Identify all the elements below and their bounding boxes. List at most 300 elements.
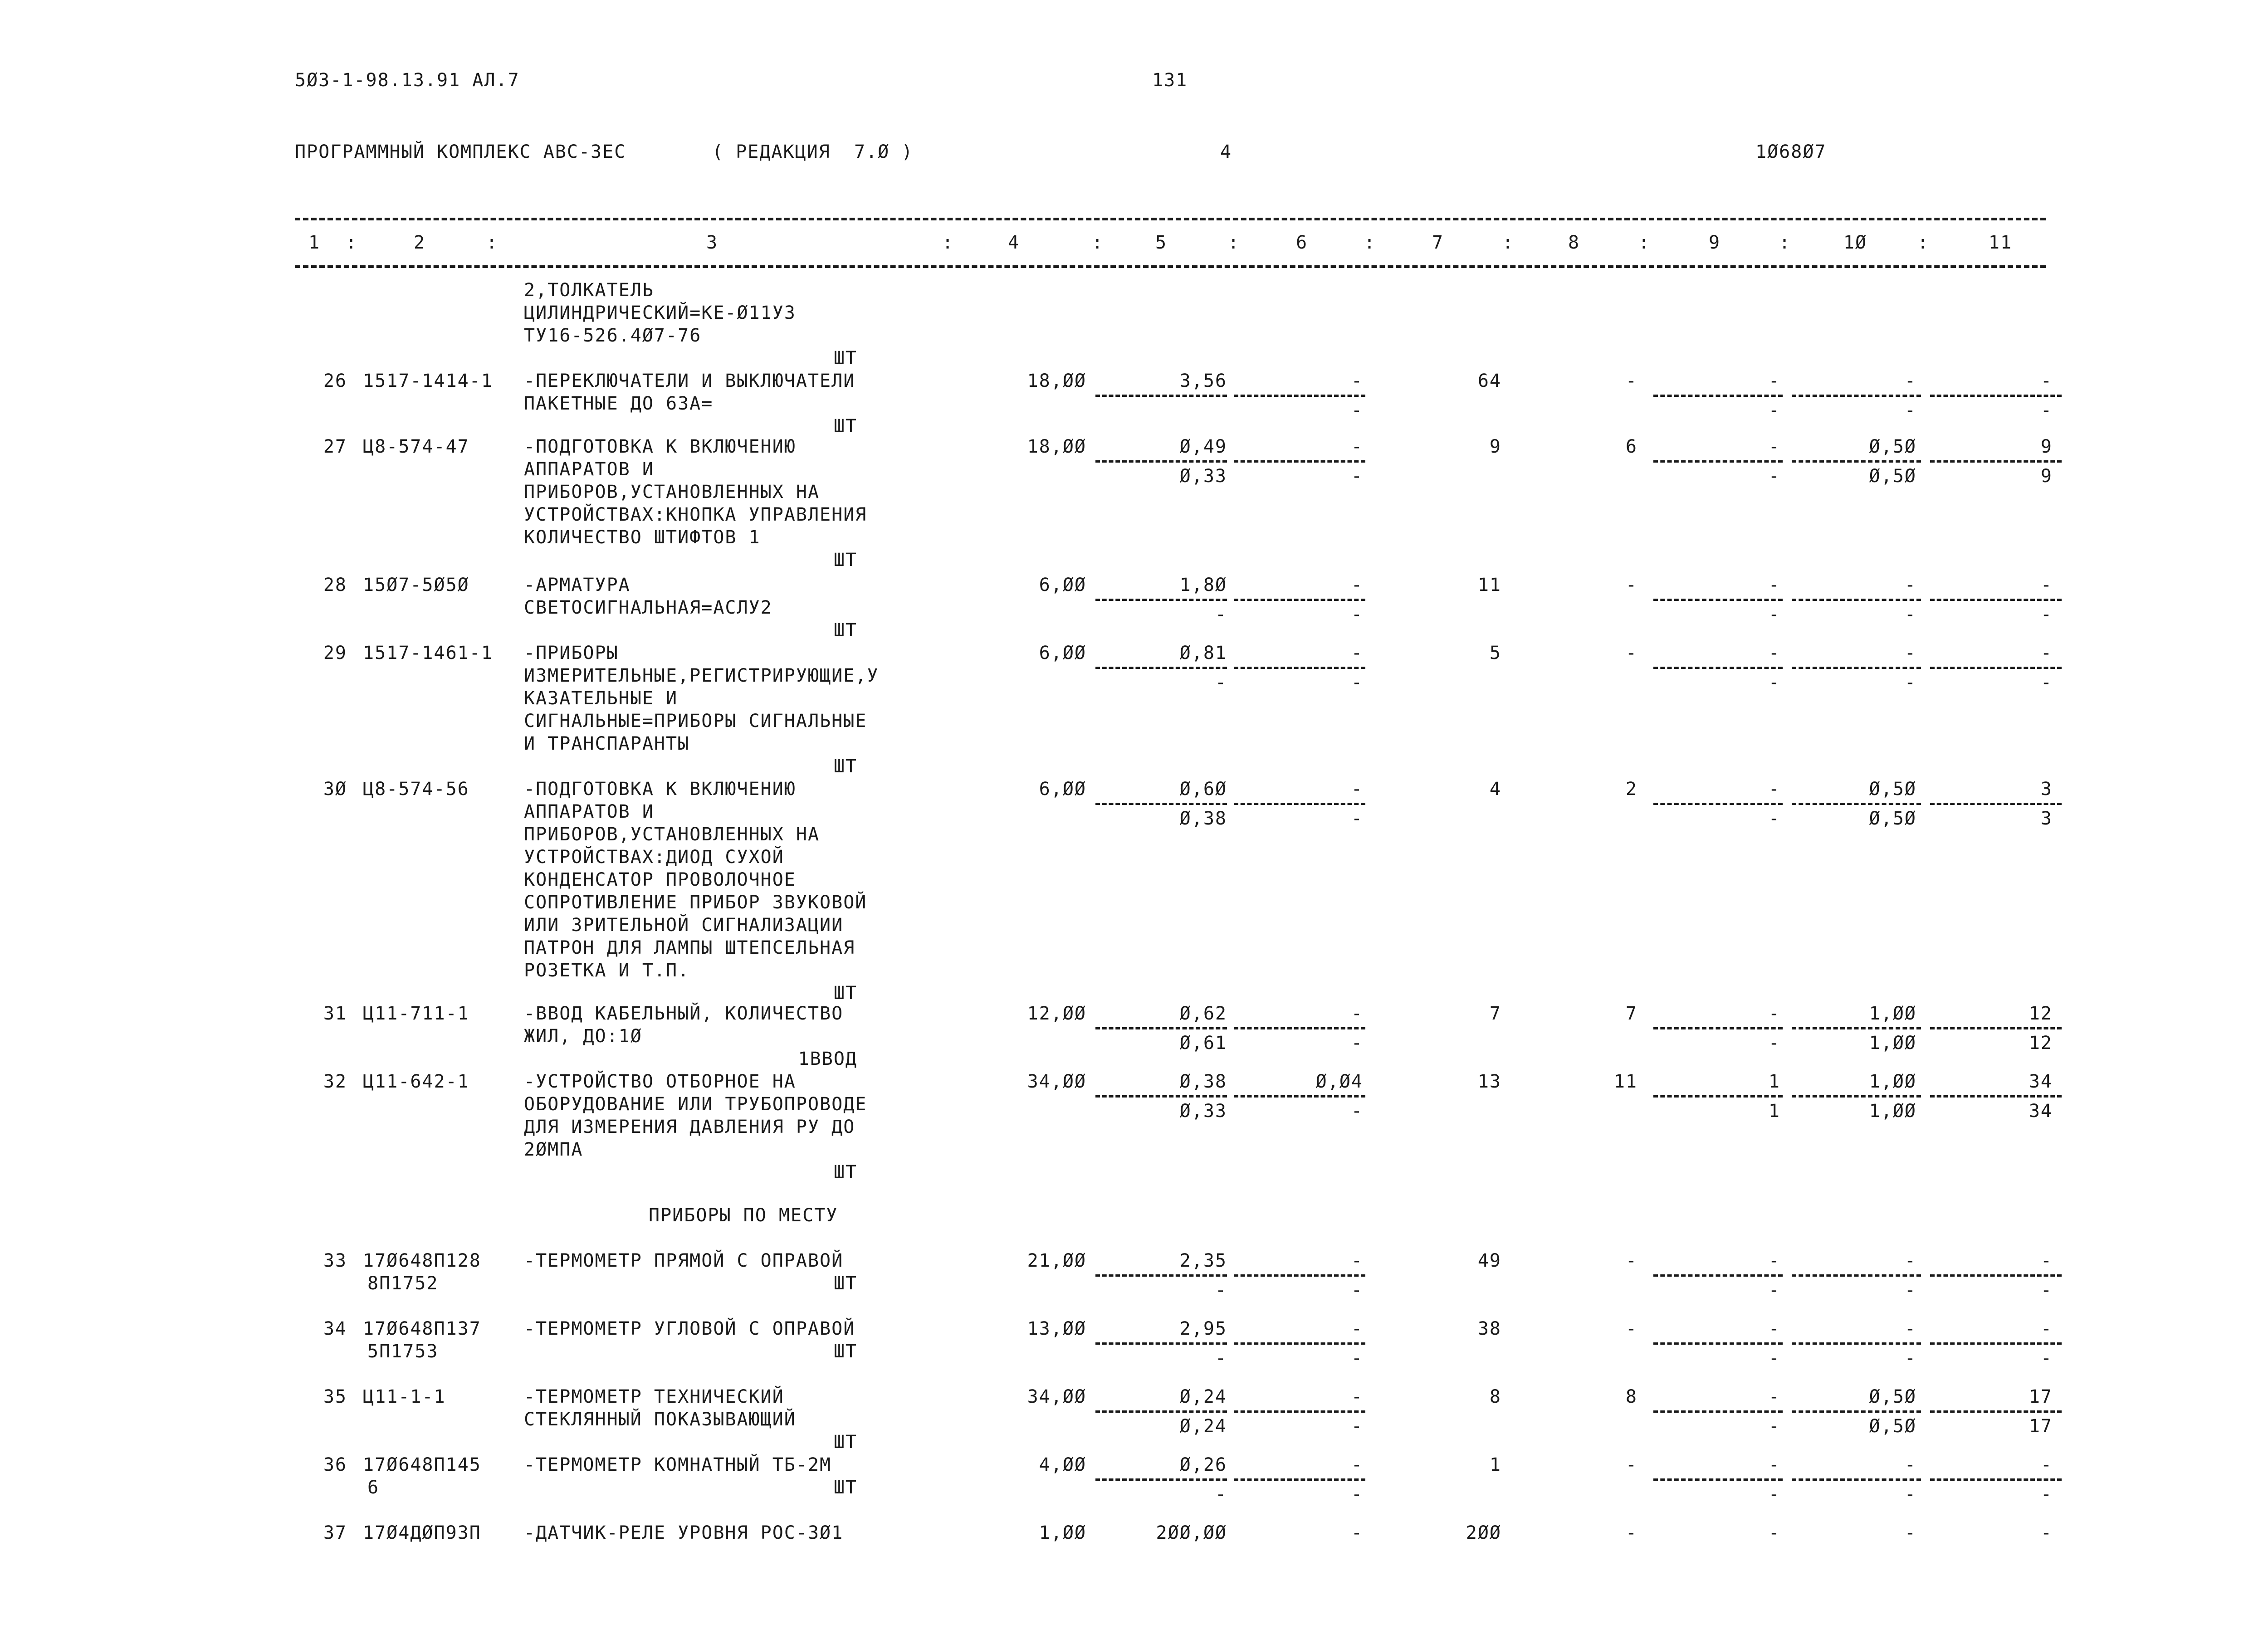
column-header-7: 7 (1432, 232, 1444, 253)
row-c9-lower: - (1768, 1280, 1780, 1301)
row-c7: 7 (1489, 1003, 1501, 1024)
program-name: ПРОГРАММНЫЙ КОМПЛЕКС АВС-3ЕС (295, 141, 626, 162)
row-c8: 7 (1625, 1003, 1637, 1024)
value-divider (1234, 1274, 1365, 1277)
column-header-2: 2 (413, 232, 426, 253)
row-c11-lower: - (2040, 604, 2053, 625)
value-divider (1095, 1095, 1227, 1098)
row-description-line: ИЗМЕРИТЕЛЬНЫЕ,РЕГИСТРИРУЮЩИЕ,У (524, 665, 879, 686)
row-description-line: ТУ16-526.4Ø7-76 (524, 325, 702, 346)
row-c10-lower: - (1904, 672, 1916, 693)
row-c9: 1 (1768, 1071, 1780, 1092)
value-divider (1930, 599, 2062, 601)
value-divider (1095, 395, 1227, 397)
row-number: 26 (323, 371, 347, 391)
value-divider (1930, 1274, 2062, 1277)
row-description-line: -ТЕРМОМЕТР ПРЯМОЙ С ОПРАВОЙ (524, 1250, 844, 1271)
row-c8: - (1625, 1318, 1637, 1339)
row-c10-lower: - (1904, 1280, 1916, 1301)
row-c9: - (1768, 1454, 1780, 1475)
row-number: 35 (323, 1386, 347, 1407)
value-divider (1792, 1274, 1921, 1277)
row-description-line: УСТРОЙСТВАХ:ДИОД СУХОЙ (524, 847, 784, 868)
row-c7: 9 (1489, 436, 1501, 457)
row-code: Ц11-711-1 (363, 1003, 469, 1024)
row-code-continuation: 6 (367, 1477, 380, 1498)
row-c5-lower: Ø,33 (1179, 1101, 1227, 1122)
row-c7: 11 (1477, 575, 1501, 595)
column-separator: : (1917, 232, 1930, 253)
row-unit: ШТ (833, 416, 857, 437)
value-divider (1930, 460, 2062, 463)
row-c9-lower: - (1768, 1033, 1780, 1054)
row-c5-lower: - (1215, 604, 1227, 625)
value-divider (1653, 460, 1783, 463)
row-c4: 34,ØØ (1027, 1071, 1086, 1092)
row-c9-lower: - (1768, 604, 1780, 625)
row-c6-lower: - (1351, 672, 1363, 693)
row-c9: - (1768, 1522, 1780, 1543)
column-header-9: 9 (1708, 232, 1721, 253)
doc-code: 5Ø3-1-98.13.91 АЛ.7 (295, 70, 520, 91)
row-unit: ШТ (833, 348, 857, 369)
value-divider (1930, 395, 2062, 397)
table-top-rule (295, 218, 2046, 220)
row-c10-lower: Ø,5Ø (1869, 808, 1916, 829)
row-c11: - (2040, 1318, 2053, 1339)
value-divider (1095, 599, 1227, 601)
row-c5: Ø,6Ø (1179, 779, 1227, 800)
value-divider (1792, 1478, 1921, 1481)
value-divider (1653, 395, 1783, 397)
value-divider (1234, 395, 1365, 397)
column-separator: : (1091, 232, 1104, 253)
row-description-line: КАЗАТЕЛЬНЫЕ И (524, 688, 678, 709)
row-c4: 34,ØØ (1027, 1386, 1086, 1407)
value-divider (1653, 1410, 1783, 1413)
row-c5-lower: Ø,61 (1179, 1033, 1227, 1054)
row-c10: - (1904, 1250, 1916, 1271)
column-header-10: 1Ø (1843, 232, 1867, 253)
row-description-line: ЦИЛИНДРИЧЕСКИЙ=КЕ-Ø11У3 (524, 302, 796, 323)
row-number: 27 (323, 436, 347, 457)
row-c11: - (2040, 1454, 2053, 1475)
row-c8: - (1625, 1454, 1637, 1475)
row-unit: 1ВВОД (798, 1049, 857, 1069)
row-c6-lower: - (1351, 1484, 1363, 1505)
row-c11-lower: - (2040, 1484, 2053, 1505)
row-c11-lower: 17 (2028, 1416, 2053, 1437)
value-divider (1234, 1027, 1365, 1029)
row-number: 36 (323, 1454, 347, 1475)
row-description-line: ПРИБОРОВ,УСТАНОВЛЕННЫХ НА (524, 482, 820, 502)
value-divider (1792, 1095, 1921, 1098)
row-code-continuation: 5П1753 (367, 1341, 439, 1362)
row-description-line: И ТРАНСПАРАНТЫ (524, 733, 690, 754)
row-c7: 2ØØ (1466, 1522, 1501, 1543)
row-c9: - (1768, 643, 1780, 663)
row-c11-lower: 9 (2040, 466, 2053, 487)
row-c8: - (1625, 575, 1637, 595)
row-c7: 38 (1477, 1318, 1501, 1339)
value-divider (1930, 1342, 2062, 1345)
row-description-line: ОБОРУДОВАНИЕ ИЛИ ТРУБОПРОВОДЕ (524, 1094, 867, 1115)
row-c6: - (1351, 1003, 1363, 1024)
row-c11: - (2040, 1250, 2053, 1271)
row-code: 1517-1461-1 (363, 643, 493, 663)
row-description-line: СОПРОТИВЛЕНИЕ ПРИБОР ЗВУКОВОЙ (524, 892, 867, 913)
program-edition: ( РЕДАКЦИЯ 7.Ø ) (712, 141, 914, 162)
row-c4: 18,ØØ (1027, 371, 1086, 391)
value-divider (1095, 1274, 1227, 1277)
value-divider (1653, 1274, 1783, 1277)
row-c6-lower: - (1351, 1033, 1363, 1054)
row-c11: 3 (2040, 779, 2053, 800)
row-c6: - (1351, 643, 1363, 663)
row-c5: 1,8Ø (1179, 575, 1227, 595)
row-c5-lower: Ø,24 (1179, 1416, 1227, 1437)
row-c10-lower: 1,ØØ (1869, 1101, 1916, 1122)
row-description-line: СИГНАЛЬНЫЕ=ПРИБОРЫ СИГНАЛЬНЫЕ (524, 711, 867, 732)
row-description-line: АППАРАТОВ И (524, 459, 654, 480)
row-unit: ШТ (833, 983, 857, 1004)
row-c10-lower: - (1904, 1484, 1916, 1505)
row-c4: 21,ØØ (1027, 1250, 1086, 1271)
row-c6: - (1351, 371, 1363, 391)
row-c11: 34 (2028, 1071, 2053, 1092)
row-code: Ц11-1-1 (363, 1386, 446, 1407)
value-divider (1653, 1027, 1783, 1029)
row-code: Ц11-642-1 (363, 1071, 469, 1092)
row-c4: 6,ØØ (1039, 643, 1086, 663)
row-c7: 49 (1477, 1250, 1501, 1271)
column-header-8: 8 (1568, 232, 1580, 253)
value-divider (1792, 1027, 1921, 1029)
row-c10: Ø,5Ø (1869, 436, 1916, 457)
row-description-line: -ВВОД КАБЕЛЬНЫЙ, КОЛИЧЕСТВО (524, 1003, 844, 1024)
row-c11-lower: - (2040, 672, 2053, 693)
value-divider (1930, 1095, 2062, 1098)
row-c8: 8 (1625, 1386, 1637, 1407)
row-code: Ц8-574-56 (363, 779, 469, 800)
row-c9: - (1768, 1318, 1780, 1339)
row-c6: - (1351, 436, 1363, 457)
row-c9-lower: - (1768, 400, 1780, 421)
row-c5: Ø,24 (1179, 1386, 1227, 1407)
row-c11: 12 (2028, 1003, 2053, 1024)
row-unit: ШТ (833, 1477, 857, 1498)
row-description-line: КОЛИЧЕСТВО ШТИФТОВ 1 (524, 527, 761, 548)
row-c9-lower: - (1768, 672, 1780, 693)
row-c9: - (1768, 1250, 1780, 1271)
row-c10: Ø,5Ø (1869, 1386, 1916, 1407)
row-c5: Ø,62 (1179, 1003, 1227, 1024)
row-c8: - (1625, 1522, 1637, 1543)
row-unit: ШТ (833, 1432, 857, 1453)
row-c8: 6 (1625, 436, 1637, 457)
row-description-line: -ДАТЧИК-РЕЛЕ УРОВНЯ РОС-3Ø1 (524, 1522, 844, 1543)
value-divider (1792, 1342, 1921, 1345)
row-description-line: ДЛЯ ИЗМЕРЕНИЯ ДАВЛЕНИЯ РУ ДО (524, 1117, 855, 1137)
row-c10: - (1904, 1522, 1916, 1543)
value-divider (1792, 599, 1921, 601)
row-c9: - (1768, 371, 1780, 391)
row-c4: 6,ØØ (1039, 575, 1086, 595)
row-c11-lower: 12 (2028, 1033, 2053, 1054)
row-c6-lower: - (1351, 1280, 1363, 1301)
row-c8: - (1625, 643, 1637, 663)
row-c8: 2 (1625, 779, 1637, 800)
sheet-number: 4 (1220, 141, 1232, 162)
row-c9-lower: - (1768, 1484, 1780, 1505)
row-c9: - (1768, 436, 1780, 457)
row-description-line: -ТЕРМОМЕТР УГЛОВОЙ С ОПРАВОЙ (524, 1318, 855, 1339)
row-c7: 13 (1477, 1071, 1501, 1092)
page-number: 131 (1152, 70, 1188, 91)
column-separator: : (1638, 232, 1651, 253)
row-c11: 17 (2028, 1386, 2053, 1407)
value-divider (1930, 1478, 2062, 1481)
row-description-line: ПАТРОН ДЛЯ ЛАМПЫ ШТЕПСЕЛЬНАЯ (524, 937, 855, 958)
row-description-line: -ТЕРМОМЕТР ТЕХНИЧЕСКИЙ (524, 1386, 784, 1407)
row-c4: 18,ØØ (1027, 436, 1086, 457)
value-divider (1930, 1027, 2062, 1029)
row-description-line: ЖИЛ, ДО:1Ø (524, 1026, 642, 1047)
row-code: 17Ø4ДØП93П (363, 1522, 481, 1543)
column-separator: : (486, 232, 499, 253)
row-c7: 5 (1489, 643, 1501, 663)
row-c9: - (1768, 1386, 1780, 1407)
row-c10: 1,ØØ (1869, 1071, 1916, 1092)
row-c6: - (1351, 1318, 1363, 1339)
row-c10-lower: - (1904, 1348, 1916, 1369)
value-divider (1234, 803, 1365, 805)
value-divider (1234, 1478, 1365, 1481)
row-description-line: РОЗЕТКА И Т.П. (524, 960, 690, 981)
row-c8: 11 (1613, 1071, 1637, 1092)
value-divider (1653, 599, 1783, 601)
row-c10-lower: Ø,5Ø (1869, 466, 1916, 487)
column-separator: : (1502, 232, 1515, 253)
row-code: 17Ø648П145 (363, 1454, 481, 1475)
row-c11-lower: - (2040, 1348, 2053, 1369)
row-c9: - (1768, 779, 1780, 800)
row-c9-lower: - (1768, 466, 1780, 487)
row-number: 33 (323, 1250, 347, 1271)
row-c7: 64 (1477, 371, 1501, 391)
row-c5: Ø,26 (1179, 1454, 1227, 1475)
row-number: 28 (323, 575, 347, 595)
row-description-line: КОНДЕНСАТОР ПРОВОЛОЧНОЕ (524, 869, 796, 890)
row-code: 17Ø648П128 (363, 1250, 481, 1271)
row-description-line: -ПЕРЕКЛЮЧАТЕЛИ И ВЫКЛЮЧАТЕЛИ (524, 371, 855, 391)
value-divider (1653, 803, 1783, 805)
column-header-6: 6 (1295, 232, 1308, 253)
row-c7: 1 (1489, 1454, 1501, 1475)
row-c6-lower: - (1351, 1101, 1363, 1122)
row-code: 17Ø648П137 (363, 1318, 481, 1339)
row-unit: ШТ (833, 1162, 857, 1183)
table-header-rule (295, 265, 2046, 268)
row-description-line: 2ØМПА (524, 1139, 583, 1160)
row-unit: ШТ (833, 550, 857, 571)
row-c5: Ø,81 (1179, 643, 1227, 663)
value-divider (1930, 667, 2062, 669)
row-c10-lower: - (1904, 400, 1916, 421)
value-divider (1792, 803, 1921, 805)
row-number: 31 (323, 1003, 347, 1024)
row-c7: 8 (1489, 1386, 1501, 1407)
row-c10-lower: 1,ØØ (1869, 1033, 1916, 1054)
row-c9-lower: - (1768, 1348, 1780, 1369)
row-description-line: -УСТРОЙСТВО ОТБОРНОЕ НА (524, 1071, 796, 1092)
row-c6-lower: - (1351, 604, 1363, 625)
row-code: 1517-1414-1 (363, 371, 493, 391)
row-c5: 3,56 (1179, 371, 1227, 391)
column-separator: : (1364, 232, 1376, 253)
value-divider (1234, 1410, 1365, 1413)
row-c6: - (1351, 1386, 1363, 1407)
row-c5-lower: Ø,33 (1179, 466, 1227, 487)
value-divider (1234, 667, 1365, 669)
row-unit: ШТ (833, 1341, 857, 1362)
row-c11-lower: - (2040, 400, 2053, 421)
row-c11: - (2040, 643, 2053, 663)
row-c4: 12,ØØ (1027, 1003, 1086, 1024)
value-divider (1792, 460, 1921, 463)
row-c5-lower: - (1215, 672, 1227, 693)
column-header-3: 3 (706, 232, 719, 253)
value-divider (1653, 1342, 1783, 1345)
row-description-line: -ПРИБОРЫ (524, 643, 619, 663)
row-description-line: ИЛИ ЗРИТЕЛЬНОЙ СИГНАЛИЗАЦИИ (524, 915, 844, 936)
row-c10: - (1904, 1454, 1916, 1475)
row-description-line: ПРИБОРОВ,УСТАНОВЛЕННЫХ НА (524, 824, 820, 845)
document-id: 1Ø68Ø7 (1755, 141, 1827, 162)
row-c4: 1,ØØ (1039, 1522, 1086, 1543)
row-c11: - (2040, 1522, 2053, 1543)
row-description-line: -ПОДГОТОВКА К ВКЛЮЧЕНИЮ (524, 779, 796, 800)
value-divider (1234, 460, 1365, 463)
row-c6-lower: - (1351, 400, 1363, 421)
value-divider (1653, 667, 1783, 669)
value-divider (1234, 599, 1365, 601)
column-header-4: 4 (1007, 232, 1020, 253)
value-divider (1095, 1027, 1227, 1029)
value-divider (1095, 1478, 1227, 1481)
row-c10: - (1904, 575, 1916, 595)
row-number: 37 (323, 1522, 347, 1543)
row-c4: 4,ØØ (1039, 1454, 1086, 1475)
row-description-line: 2,ТОЛКАТЕЛЬ (524, 280, 654, 301)
row-c5: 2ØØ,ØØ (1156, 1522, 1227, 1543)
row-c9: - (1768, 575, 1780, 595)
section-title: ПРИБОРЫ ПО МЕСТУ (649, 1205, 838, 1226)
value-divider (1930, 803, 2062, 805)
value-divider (1095, 460, 1227, 463)
row-c11-lower: 34 (2028, 1101, 2053, 1122)
row-c4: 6,ØØ (1039, 779, 1086, 800)
row-c5-lower: Ø,38 (1179, 808, 1227, 829)
row-c10: - (1904, 371, 1916, 391)
value-divider (1653, 1478, 1783, 1481)
column-header-1: 1 (308, 232, 321, 253)
row-c7: 4 (1489, 779, 1501, 800)
row-c5-lower: - (1215, 1484, 1227, 1505)
row-number: 32 (323, 1071, 347, 1092)
row-c5-lower: - (1215, 1280, 1227, 1301)
value-divider (1792, 1410, 1921, 1413)
row-c4: 13,ØØ (1027, 1318, 1086, 1339)
row-number: 34 (323, 1318, 347, 1339)
row-description-line: ПАКЕТНЫЕ ДО 63А= (524, 393, 714, 414)
value-divider (1234, 1342, 1365, 1345)
row-c10-lower: Ø,5Ø (1869, 1416, 1916, 1437)
value-divider (1792, 395, 1921, 397)
row-c10-lower: - (1904, 604, 1916, 625)
row-code: Ц8-574-47 (363, 436, 469, 457)
row-c10: 1,ØØ (1869, 1003, 1916, 1024)
row-code-continuation: 8П1752 (367, 1273, 439, 1294)
row-c8: - (1625, 1250, 1637, 1271)
row-c6: - (1351, 1454, 1363, 1475)
row-c5: 2,95 (1179, 1318, 1227, 1339)
row-description-line: СВЕТОСИГНАЛЬНАЯ=АСЛУ2 (524, 597, 772, 618)
column-separator: : (345, 232, 358, 253)
row-c8: - (1625, 371, 1637, 391)
row-description-line: СТЕКЛЯННЫЙ ПОКАЗЫВАЮЩИЙ (524, 1409, 796, 1430)
row-c11: - (2040, 371, 2053, 391)
row-c6-lower: - (1351, 1416, 1363, 1437)
row-c10: - (1904, 1318, 1916, 1339)
row-c6: - (1351, 1250, 1363, 1271)
row-c10: Ø,5Ø (1869, 779, 1916, 800)
column-separator: : (942, 232, 954, 253)
value-divider (1930, 1410, 2062, 1413)
row-c5: Ø,49 (1179, 436, 1227, 457)
row-description-line: -ПОДГОТОВКА К ВКЛЮЧЕНИЮ (524, 436, 796, 457)
row-description-line: -ТЕРМОМЕТР КОМНАТНЫЙ ТБ-2М (524, 1454, 832, 1475)
row-description-line: АППАРАТОВ И (524, 801, 654, 822)
row-c6-lower: - (1351, 1348, 1363, 1369)
row-c5: Ø,38 (1179, 1071, 1227, 1092)
value-divider (1095, 1410, 1227, 1413)
row-c11-lower: - (2040, 1280, 2053, 1301)
row-c11: 9 (2040, 436, 2053, 457)
value-divider (1095, 803, 1227, 805)
column-header-5: 5 (1155, 232, 1168, 253)
row-c6: - (1351, 1522, 1363, 1543)
row-c11-lower: 3 (2040, 808, 2053, 829)
row-c9-lower: 1 (1768, 1101, 1780, 1122)
row-c6-lower: - (1351, 808, 1363, 829)
value-divider (1792, 667, 1921, 669)
row-c6: - (1351, 779, 1363, 800)
row-description-line: -АРМАТУРА (524, 575, 631, 595)
column-header-11: 11 (1988, 232, 2013, 253)
row-unit: ШТ (833, 756, 857, 777)
row-code: 15Ø7-5Ø5Ø (363, 575, 469, 595)
row-c6: - (1351, 575, 1363, 595)
row-c9: - (1768, 1003, 1780, 1024)
row-description-line: УСТРОЙСТВАХ:КНОПКА УПРАВЛЕНИЯ (524, 504, 867, 525)
row-c5: 2,35 (1179, 1250, 1227, 1271)
row-c6: Ø,Ø4 (1315, 1071, 1363, 1092)
row-c10: - (1904, 643, 1916, 663)
value-divider (1234, 1095, 1365, 1098)
row-c5-lower: - (1215, 1348, 1227, 1369)
row-number: 3Ø (323, 779, 347, 800)
